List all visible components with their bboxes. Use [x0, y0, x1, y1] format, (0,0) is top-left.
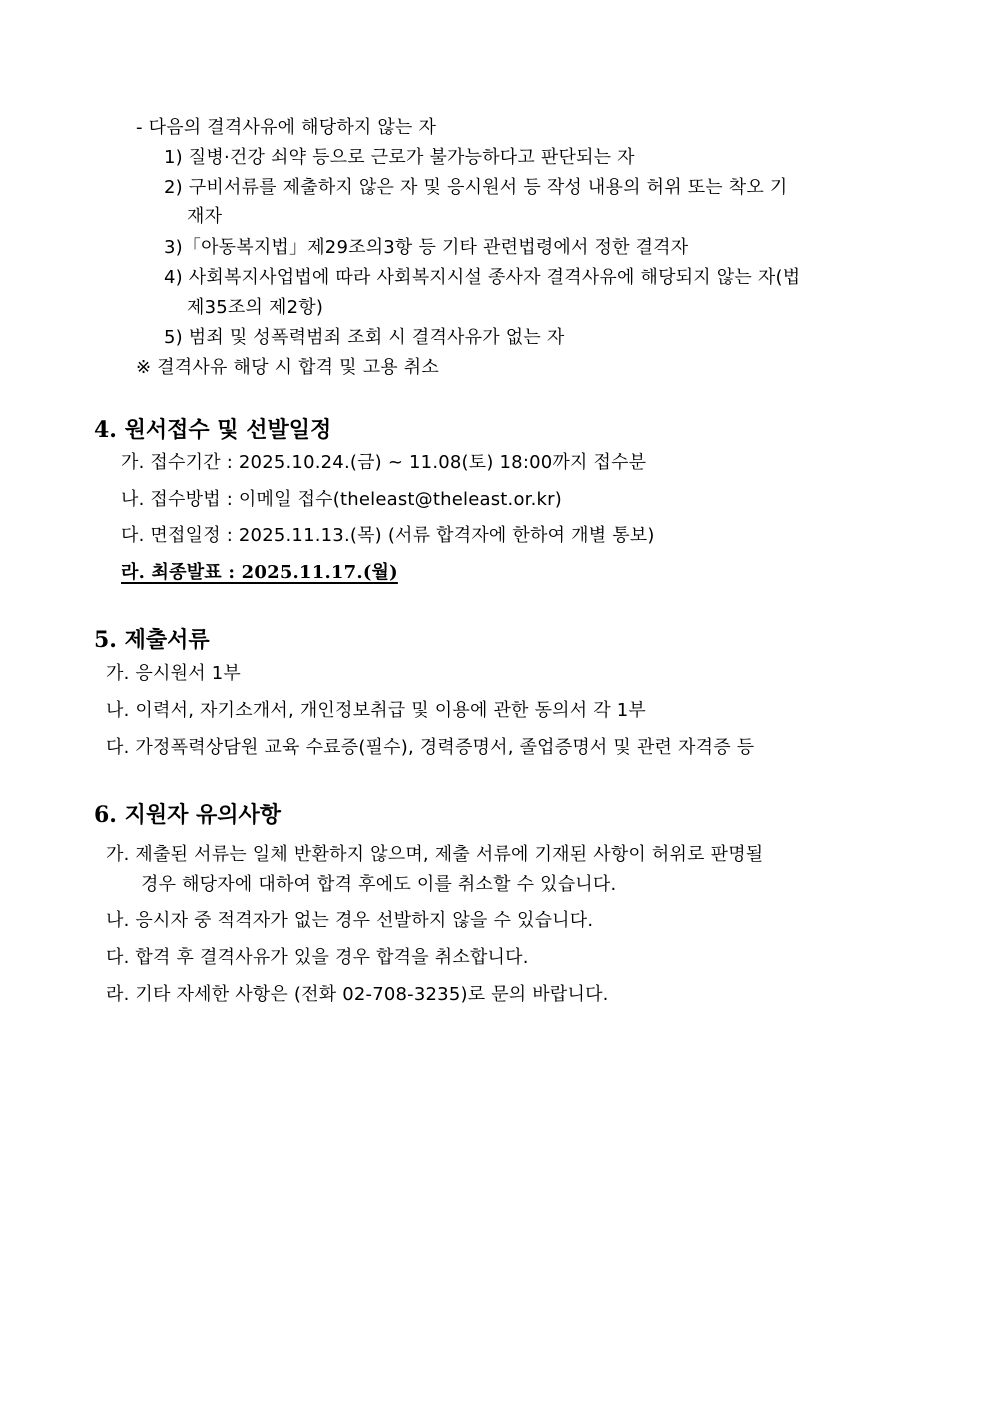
section-6-item-a-cont: 경우 해당자에 대하여 합격 후에도 이를 취소할 수 있습니다.	[141, 874, 617, 895]
section-4-title: 4. 원서접수 및 선발일정	[94, 417, 332, 443]
section-4-item-d-final-announcement: 라. 최종발표 : 2025.11.17.(월)	[121, 562, 398, 583]
disqualification-item-4-cont: 제35조의 제2항)	[187, 297, 324, 318]
section-4-item-b: 나. 접수방법 : 이메일 접수(theleast@theleast.or.kr)	[121, 489, 562, 510]
section-4-item-a: 가. 접수기간 : 2025.10.24.(금) ~ 11.08(토) 18:00까지 접수분	[121, 452, 647, 473]
disqualification-item-2: 2) 구비서류를 제출하지 않은 자 및 응시원서 등 작성 내용의 허위 또는 착오 기	[164, 177, 788, 198]
section-4-item-c: 다. 면접일정 : 2025.11.13.(목) (서류 합격자에 한하여 개별 통보)	[121, 525, 655, 546]
disqualification-intro: - 다음의 결격사유에 해당하지 않는 자	[136, 117, 437, 138]
section-6-item-d: 라. 기타 자세한 사항은 (전화 02-708-3235)로 문의 바랍니다.	[106, 984, 609, 1005]
disqualification-item-2-cont: 재자	[187, 206, 223, 227]
disqualification-item-4: 4) 사회복지사업법에 따라 사회복지시설 종사자 결격사유에 해당되지 않는 자(법	[164, 267, 801, 288]
section-5-item-c: 다. 가정폭력상담원 교육 수료증(필수), 경력증명서, 졸업증명서 및 관련 자격증 등	[106, 737, 755, 758]
section-5-item-a: 가. 응시원서 1부	[106, 663, 241, 684]
section-5-title: 5. 제출서류	[94, 627, 210, 653]
disqualification-item-1: 1) 질병·건강 쇠약 등으로 근로가 불가능하다고 판단되는 자	[164, 147, 635, 168]
section-5-item-b: 나. 이력서, 자기소개서, 개인정보취급 및 이용에 관한 동의서 각 1부	[106, 700, 646, 721]
section-6-title: 6. 지원자 유의사항	[94, 802, 282, 828]
disqualification-item-5: 5) 범죄 및 성폭력범죄 조회 시 결격사유가 없는 자	[164, 327, 565, 348]
section-6-item-a: 가. 제출된 서류는 일체 반환하지 않으며, 제출 서류에 기재된 사항이 허위로 판명될	[106, 844, 764, 865]
section-6-item-b: 나. 응시자 중 적격자가 없는 경우 선발하지 않을 수 있습니다.	[106, 910, 594, 931]
disqualification-item-3: 3)「아동복지법」제29조의3항 등 기타 관련법령에서 정한 결격자	[164, 237, 689, 258]
disqualification-note: ※ 결격사유 해당 시 합격 및 고용 취소	[136, 357, 439, 378]
section-6-item-c: 다. 합격 후 결격사유가 있을 경우 합격을 취소합니다.	[106, 947, 529, 968]
